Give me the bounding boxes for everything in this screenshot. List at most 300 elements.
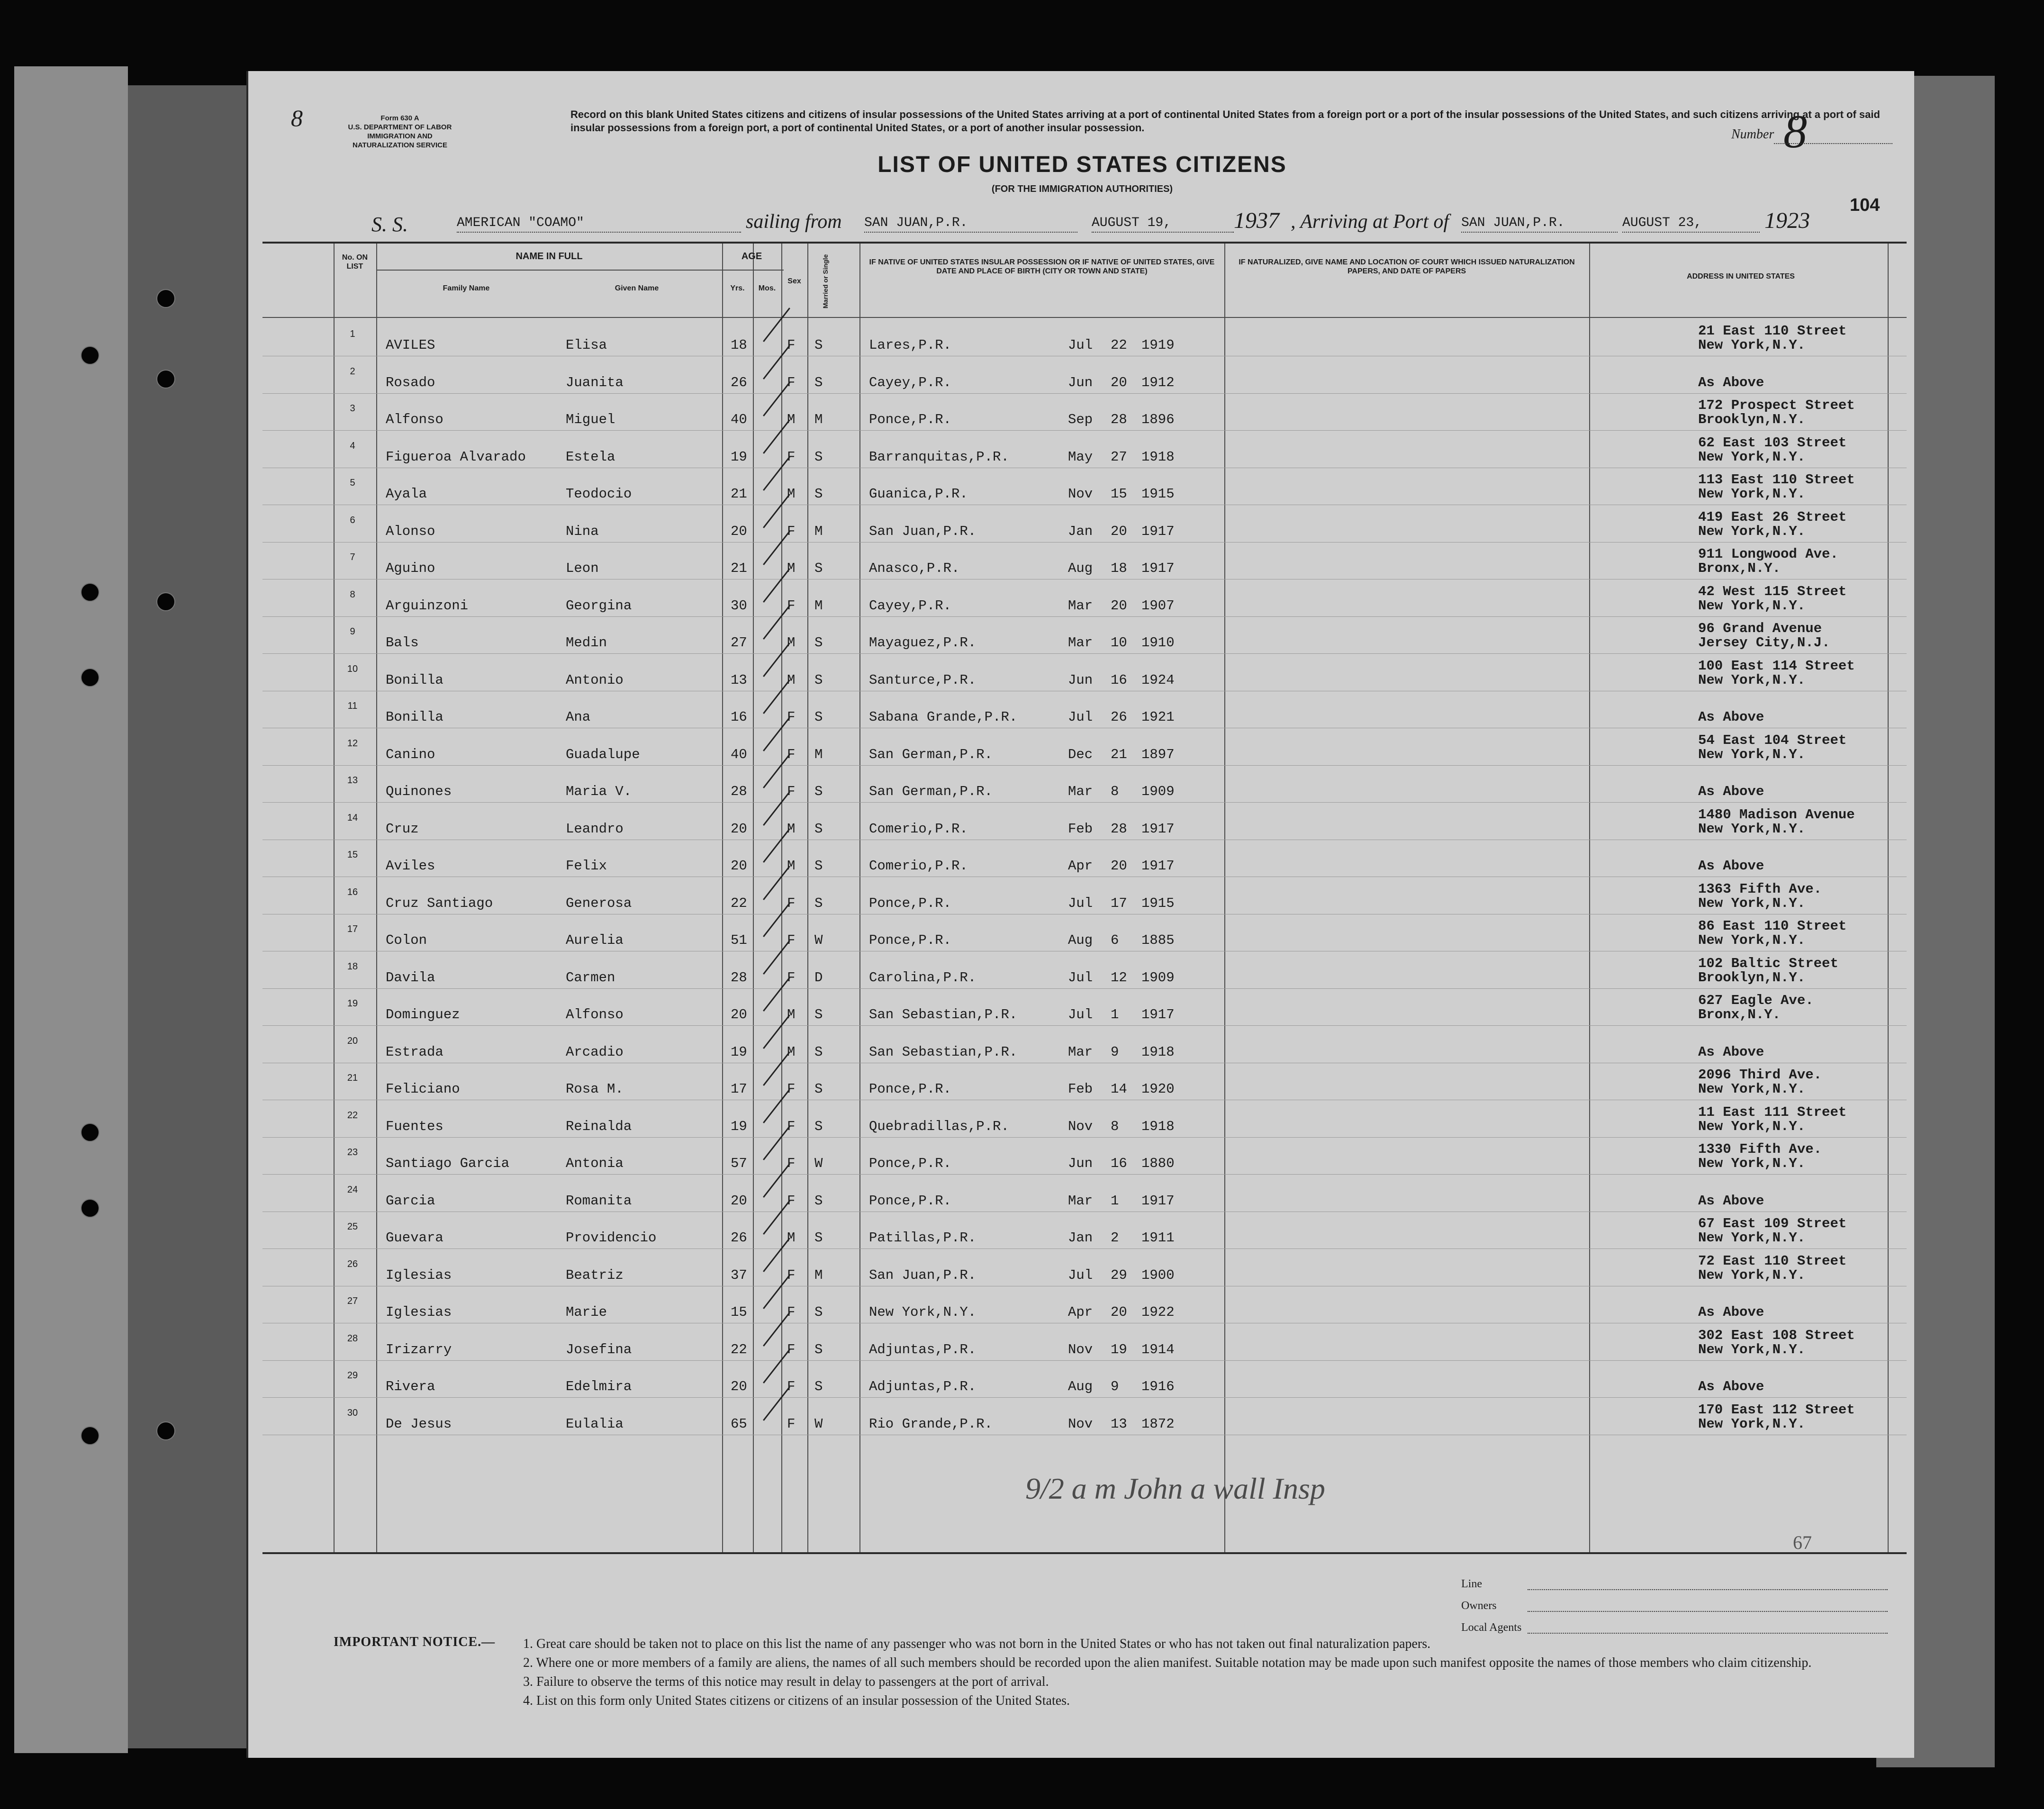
marital-status: S: [814, 1007, 823, 1022]
address-line-2: As Above: [1698, 1044, 1764, 1060]
row-number: 17: [347, 924, 358, 934]
sex: F: [787, 597, 796, 614]
birth-place: San Sebastian,P.R.: [869, 1044, 1018, 1060]
birth-place: Lares,P.R.: [869, 337, 952, 353]
address-line-2: New York,N.Y.: [1698, 672, 1806, 688]
age-years: 21: [731, 561, 747, 576]
birth-place: Santurce,P.R.: [869, 672, 977, 688]
birth-place: San Sebastian,P.R.: [869, 1007, 1018, 1022]
given-name: Marie: [566, 1304, 607, 1320]
address-line-1: 11 East 111 Street: [1698, 1104, 1847, 1120]
birth-month: Jun: [1068, 672, 1093, 688]
notice-item: 3. Failure to observe the terms of this notice may result in delay to passengers at the port of arrival.: [523, 1674, 1049, 1689]
arrival-year: 1923: [1764, 208, 1810, 233]
address-line-2: New York,N.Y.: [1698, 337, 1806, 353]
birth-month: Jul: [1068, 1267, 1093, 1283]
birth-day: 20: [1111, 858, 1127, 874]
given-name: Ana: [566, 709, 591, 725]
birth-month: Aug: [1068, 561, 1093, 576]
given-name: Reinalda: [566, 1118, 632, 1134]
family-name: Guevara: [386, 1230, 443, 1246]
row-number: 9: [350, 626, 355, 637]
given-name: Juanita: [566, 374, 624, 390]
header-name-in-full: NAME IN FULL: [516, 251, 583, 262]
birth-place: Quebradillas,P.R.: [869, 1118, 1009, 1134]
marital-status: S: [814, 784, 823, 799]
table-row: [262, 617, 1907, 654]
table-row: [262, 766, 1907, 803]
address-line-1: 72 East 110 Street: [1698, 1253, 1847, 1269]
address-line-1: 102 Baltic Street: [1698, 955, 1838, 971]
marital-status: S: [814, 858, 823, 874]
service-line-2: NATURALIZATION SERVICE: [352, 141, 447, 149]
sex: F: [787, 1193, 796, 1209]
birth-month: May: [1068, 449, 1093, 465]
address-line-1: 627 Eagle Ave.: [1698, 993, 1814, 1008]
birth-day: 20: [1111, 374, 1127, 390]
birth-day: 19: [1111, 1341, 1127, 1357]
birth-place: Comerio,P.R.: [869, 821, 968, 837]
row-number: 30: [347, 1407, 358, 1418]
address-line-1: 419 East 26 Street: [1698, 509, 1847, 525]
birth-day: 9: [1111, 1044, 1119, 1060]
marital-status: S: [814, 672, 823, 688]
age-years: 40: [731, 412, 747, 427]
birth-year: 1919: [1141, 337, 1175, 353]
family-name: Davila: [386, 969, 435, 986]
marital-status: S: [814, 1379, 823, 1394]
birth-year: 1915: [1141, 486, 1175, 502]
birth-place: San Juan,P.R.: [869, 1267, 977, 1283]
age-years: 26: [731, 1230, 747, 1246]
header-address: ADDRESS IN UNITED STATES: [1687, 272, 1795, 280]
age-years: 57: [731, 1156, 747, 1171]
header-naturalized: IF NATURALIZED, GIVE NAME AND LOCATION OF COURT WHICH ISSUED NATURALIZATION PAPERS, AND DATE OF PAPERS: [1239, 258, 1575, 275]
birth-day: 2: [1111, 1230, 1119, 1246]
marital-status: S: [814, 1118, 823, 1134]
header-given-name: Given Name: [615, 284, 659, 292]
birth-month: Apr: [1068, 858, 1093, 874]
birth-month: Dec: [1068, 746, 1093, 762]
sex: M: [787, 412, 796, 427]
family-name: Rivera: [386, 1379, 435, 1394]
birth-day: 1: [1111, 1193, 1119, 1209]
birth-year: 1909: [1141, 969, 1175, 986]
row-number: 24: [347, 1184, 358, 1195]
row-number: 19: [347, 998, 358, 1009]
sex: M: [787, 561, 796, 576]
birth-place: Ponce,P.R.: [869, 1193, 952, 1209]
check-tick: [763, 308, 790, 342]
age-years: 22: [731, 1341, 747, 1357]
address-line-2: New York,N.Y.: [1698, 523, 1806, 539]
age-years: 17: [731, 1081, 747, 1097]
age-years: 28: [731, 969, 747, 986]
marital-status: S: [814, 1081, 823, 1097]
address-line-1: 911 Longwood Ave.: [1698, 546, 1838, 562]
age-years: 20: [731, 1193, 747, 1209]
sex: F: [787, 1156, 796, 1171]
age-years: 16: [731, 709, 747, 725]
birth-place: Cayey,P.R.: [869, 597, 952, 614]
sailing-year: 1937: [1234, 208, 1279, 233]
address-line-2: New York,N.Y.: [1698, 1156, 1806, 1171]
binder-hole: [156, 289, 175, 308]
row-number: 3: [350, 403, 355, 414]
given-name: Teodocio: [566, 486, 632, 502]
birth-day: 8: [1111, 784, 1119, 799]
row-number: 16: [347, 886, 358, 897]
family-name: Cruz Santiago: [386, 895, 493, 911]
address-line-1: 1363 Fifth Ave.: [1698, 881, 1822, 897]
birth-place: Adjuntas,P.R.: [869, 1379, 977, 1394]
birth-day: 27: [1111, 449, 1127, 465]
birth-month: Jul: [1068, 709, 1093, 725]
given-name: Rosa M.: [566, 1081, 624, 1097]
birth-month: Mar: [1068, 597, 1093, 614]
birth-year: 1907: [1141, 597, 1175, 614]
birth-day: 29: [1111, 1267, 1127, 1283]
birth-month: Jun: [1068, 374, 1093, 390]
sex: F: [787, 784, 796, 799]
birth-day: 17: [1111, 895, 1127, 911]
sex: F: [787, 1379, 796, 1394]
sex: F: [787, 374, 796, 390]
sex: F: [787, 1081, 796, 1097]
row-number: 23: [347, 1147, 358, 1158]
address-line-1: 42 West 115 Street: [1698, 583, 1847, 599]
row-number: 13: [347, 775, 358, 786]
arrival-date: AUGUST 23,: [1622, 216, 1760, 233]
sex: F: [787, 523, 796, 539]
marital-status: S: [814, 895, 823, 911]
age-years: 15: [731, 1304, 747, 1320]
given-name: Romanita: [566, 1193, 632, 1209]
service-line-1: IMMIGRATION AND: [367, 132, 433, 140]
marital-status: S: [814, 635, 823, 651]
age-years: 20: [731, 858, 747, 874]
birth-month: Nov: [1068, 1341, 1093, 1357]
address-line-1: 100 East 114 Street: [1698, 658, 1855, 674]
row-number: 2: [350, 366, 355, 377]
family-name: Fuentes: [386, 1118, 443, 1134]
table-row: [262, 1212, 1907, 1249]
birth-year: 1917: [1141, 1193, 1175, 1209]
header-birth: IF NATIVE OF UNITED STATES INSULAR POSSESSION OR IF NATIVE OF UNITED STATES, GIVE DATE AND PLACE OF BIRTH (CITY OR TOWN AND STATE): [869, 258, 1215, 275]
marital-status: S: [814, 337, 823, 353]
birth-year: 1915: [1141, 895, 1175, 911]
arrival-port: SAN JUAN,P.R.: [1461, 216, 1618, 233]
sex: F: [787, 1341, 796, 1357]
family-name: Ayala: [386, 486, 427, 502]
row-number: 7: [350, 552, 355, 562]
birth-day: 6: [1111, 932, 1119, 948]
family-name: Iglesias: [386, 1304, 452, 1320]
number-value: 8: [1783, 105, 1807, 158]
birth-day: 18: [1111, 561, 1127, 576]
table-row: [262, 1063, 1907, 1100]
marital-status: W: [814, 1156, 823, 1171]
birth-day: 8: [1111, 1118, 1119, 1134]
arriving-label: , Arriving at Port of: [1291, 211, 1449, 233]
birth-place: Sabana Grande,P.R.: [869, 709, 1018, 725]
table-row: [262, 803, 1907, 840]
table-row: [262, 877, 1907, 914]
address-line-1: 1330 Fifth Ave.: [1698, 1141, 1822, 1157]
table-row: [262, 1175, 1907, 1212]
address-line-2: New York,N.Y.: [1698, 449, 1806, 465]
family-name: Alfonso: [386, 412, 443, 427]
sex: F: [787, 746, 796, 762]
marital-status: M: [814, 746, 823, 762]
ss-label: S. S.: [371, 213, 408, 236]
address-line-2: New York,N.Y.: [1698, 1267, 1806, 1283]
address-line-2: As Above: [1698, 1304, 1764, 1320]
notice-list: [523, 1635, 1897, 1710]
row-number: 21: [347, 1073, 358, 1083]
birth-year: 1922: [1141, 1304, 1175, 1320]
birth-year: 1914: [1141, 1341, 1175, 1357]
family-name: Bals: [386, 635, 419, 651]
table-row: [262, 1249, 1907, 1286]
address-line-1: 170 East 112 Street: [1698, 1402, 1855, 1418]
given-name: Elisa: [566, 337, 607, 353]
birth-month: Jul: [1068, 337, 1093, 353]
given-name: Leon: [566, 561, 599, 576]
sailing-from-label: sailing from: [746, 211, 842, 233]
family-name: AVILES: [386, 337, 435, 353]
birth-day: 22: [1111, 337, 1127, 353]
birth-day: 16: [1111, 672, 1127, 688]
binder-hole: [81, 583, 99, 602]
birth-day: 14: [1111, 1081, 1127, 1097]
age-years: 30: [731, 597, 747, 614]
birth-month: Feb: [1068, 1081, 1093, 1097]
birth-place: Barranquitas,P.R.: [869, 449, 1009, 465]
given-name: Miguel: [566, 412, 615, 427]
address-line-2: New York,N.Y.: [1698, 1230, 1806, 1246]
binder-hole: [81, 1199, 99, 1218]
row-number: 26: [347, 1258, 358, 1269]
binder-hole: [156, 370, 175, 389]
given-name: Antonia: [566, 1156, 624, 1171]
department: U.S. DEPARTMENT OF LABOR: [348, 123, 452, 131]
row-number: 29: [347, 1370, 358, 1381]
address-line-2: New York,N.Y.: [1698, 1118, 1806, 1134]
sex: F: [787, 895, 796, 911]
birth-place: Carolina,P.R.: [869, 969, 977, 986]
birth-place: Anasco,P.R.: [869, 561, 960, 576]
birth-day: 12: [1111, 969, 1127, 986]
header-married-or-single: Married or Single: [822, 254, 829, 309]
address-line-1: 172 Prospect Street: [1698, 398, 1855, 413]
marital-status: M: [814, 523, 823, 539]
age-years: 51: [731, 932, 747, 948]
marital-status: M: [814, 597, 823, 614]
address-line-2: Jersey City,N.J.: [1698, 635, 1830, 651]
birth-place: Guanica,P.R.: [869, 486, 968, 502]
birth-day: 9: [1111, 1379, 1119, 1394]
address-line-2: New York,N.Y.: [1698, 486, 1806, 502]
table-row: [262, 394, 1907, 431]
local-agents-label: Local Agents: [1461, 1621, 1522, 1634]
address-line-2: New York,N.Y.: [1698, 597, 1806, 614]
notice-title: IMPORTANT NOTICE.—: [334, 1635, 496, 1649]
passenger-table: [262, 242, 1907, 1554]
inspector-signature: 9/2 a m John a wall Insp: [1025, 1472, 1325, 1505]
binder-hole: [156, 592, 175, 611]
row-number: 27: [347, 1296, 358, 1306]
sex: F: [787, 1416, 796, 1432]
address-line-2: New York,N.Y.: [1698, 1341, 1806, 1357]
age-years: 20: [731, 1007, 747, 1022]
birth-place: Mayaguez,P.R.: [869, 635, 977, 651]
birth-month: Mar: [1068, 1193, 1093, 1209]
row-number: 12: [347, 738, 358, 749]
birth-year: 1924: [1141, 672, 1175, 688]
birth-day: 28: [1111, 821, 1127, 837]
birth-year: 1880: [1141, 1156, 1175, 1171]
birth-year: 1918: [1141, 1044, 1175, 1060]
birth-month: Mar: [1068, 635, 1093, 651]
header-divider: [376, 270, 784, 271]
address-line-1: 54 East 104 Street: [1698, 732, 1847, 748]
given-name: Aurelia: [566, 932, 624, 948]
marital-status: S: [814, 449, 823, 465]
row-number: 15: [347, 850, 358, 860]
table-row: [262, 1026, 1907, 1063]
given-name: Beatriz: [566, 1267, 624, 1283]
given-name: Maria V.: [566, 784, 632, 799]
age-years: 65: [731, 1416, 747, 1432]
table-row: [262, 1361, 1907, 1398]
given-name: Generosa: [566, 895, 632, 911]
notice-item: 2. Where one or more members of a family are aliens, the names of all such members should be recorded upon the alien manifest. Suitable notation may be made upon such manifest opposite the names of those members who claim citizenship.: [523, 1655, 1812, 1670]
table-row: [262, 1286, 1907, 1323]
sex: M: [787, 858, 796, 874]
table-row: [262, 952, 1907, 989]
birth-day: 10: [1111, 635, 1127, 651]
family-name: Garcia: [386, 1193, 435, 1209]
family-name: Aviles: [386, 858, 435, 874]
birth-day: 15: [1111, 486, 1127, 502]
birth-place: San Juan,P.R.: [869, 523, 977, 539]
birth-place: Cayey,P.R.: [869, 374, 952, 390]
birth-day: 13: [1111, 1416, 1127, 1432]
table-row: [262, 1398, 1907, 1435]
notice-item: 1. Great care should be taken not to place on this list the name of any passenger who was not born in the United States or who has not taken out final naturalization papers.: [523, 1637, 1431, 1651]
age-years: 20: [731, 821, 747, 837]
notice-item: 4. List on this form only United States citizens or citizens of an insular possession of the United States.: [523, 1693, 1070, 1708]
line-label: Line: [1461, 1578, 1482, 1590]
family-name: Bonilla: [386, 709, 443, 725]
address-line-1: 86 East 110 Street: [1698, 918, 1847, 934]
row-number: 10: [347, 663, 358, 674]
sex: F: [787, 932, 796, 948]
sex: M: [787, 1230, 796, 1246]
birth-month: Mar: [1068, 784, 1093, 799]
table-row: [262, 729, 1907, 766]
birth-month: Aug: [1068, 1379, 1093, 1394]
address-line-2: New York,N.Y.: [1698, 1081, 1806, 1097]
marital-status: M: [814, 412, 823, 427]
sailing-port: SAN JUAN,P.R.: [864, 216, 1077, 233]
owners-field: [1461, 1595, 1888, 1617]
marital-status: S: [814, 709, 823, 725]
sex: F: [787, 1267, 796, 1283]
marital-status: S: [814, 1044, 823, 1060]
family-name: Quinones: [386, 784, 452, 799]
line-field: [1461, 1573, 1888, 1595]
address-line-1: 62 East 103 Street: [1698, 434, 1847, 451]
family-name: Cruz: [386, 821, 419, 837]
given-name: Edelmira: [566, 1379, 632, 1394]
given-name: Alfonso: [566, 1007, 624, 1022]
age-years: 20: [731, 1379, 747, 1394]
address-line-1: 96 Grand Avenue: [1698, 621, 1822, 636]
birth-place: New York,N.Y.: [869, 1304, 977, 1320]
header-yrs: Yrs.: [730, 284, 745, 292]
birth-month: Nov: [1068, 1118, 1093, 1134]
sex: M: [787, 821, 796, 837]
birth-place: Ponce,P.R.: [869, 1081, 952, 1097]
marital-status: S: [814, 1341, 823, 1357]
row-number: 4: [350, 440, 355, 451]
given-name: Estela: [566, 449, 615, 465]
hand-mark-left: 8: [291, 105, 303, 131]
given-name: Arcadio: [566, 1044, 624, 1060]
address-line-2: As Above: [1698, 709, 1764, 725]
table-row: [262, 840, 1907, 877]
table-row: [262, 1101, 1907, 1138]
row-number: 11: [347, 701, 358, 711]
number-line: [1774, 143, 1892, 144]
birth-place: San German,P.R.: [869, 784, 993, 799]
birth-place: Ponce,P.R.: [869, 932, 952, 948]
birth-year: 1896: [1141, 412, 1175, 427]
birth-day: 20: [1111, 597, 1127, 614]
birth-place: Adjuntas,P.R.: [869, 1341, 977, 1357]
address-line-1: 1480 Madison Avenue: [1698, 806, 1855, 823]
given-name: Antonio: [566, 672, 624, 688]
age-years: 37: [731, 1267, 747, 1283]
marital-status: W: [814, 1416, 823, 1432]
sex: F: [787, 337, 796, 353]
owners-label: Owners: [1461, 1600, 1497, 1612]
sex: F: [787, 1118, 796, 1134]
family-name: Iglesias: [386, 1267, 452, 1283]
given-name: Eulalia: [566, 1416, 624, 1432]
birth-month: Jul: [1068, 969, 1093, 986]
table-row: [262, 543, 1907, 579]
given-name: Georgina: [566, 597, 632, 614]
row-number: 8: [350, 589, 355, 600]
birth-year: 1912: [1141, 374, 1175, 390]
marital-status: M: [814, 1267, 823, 1283]
table-row: [262, 654, 1907, 691]
table-row: [262, 1324, 1907, 1361]
row-number: 14: [347, 812, 358, 823]
marital-status: S: [814, 374, 823, 390]
birth-day: 1: [1111, 1007, 1119, 1022]
birth-year: 1910: [1141, 635, 1175, 651]
birth-year: 1918: [1141, 449, 1175, 465]
ship-name: AMERICAN "COAMO": [457, 216, 741, 233]
row-number: 18: [347, 961, 358, 972]
family-name: Arguinzoni: [386, 597, 469, 614]
family-name: Alonso: [386, 523, 435, 539]
address-line-1: 302 East 108 Street: [1698, 1327, 1855, 1343]
